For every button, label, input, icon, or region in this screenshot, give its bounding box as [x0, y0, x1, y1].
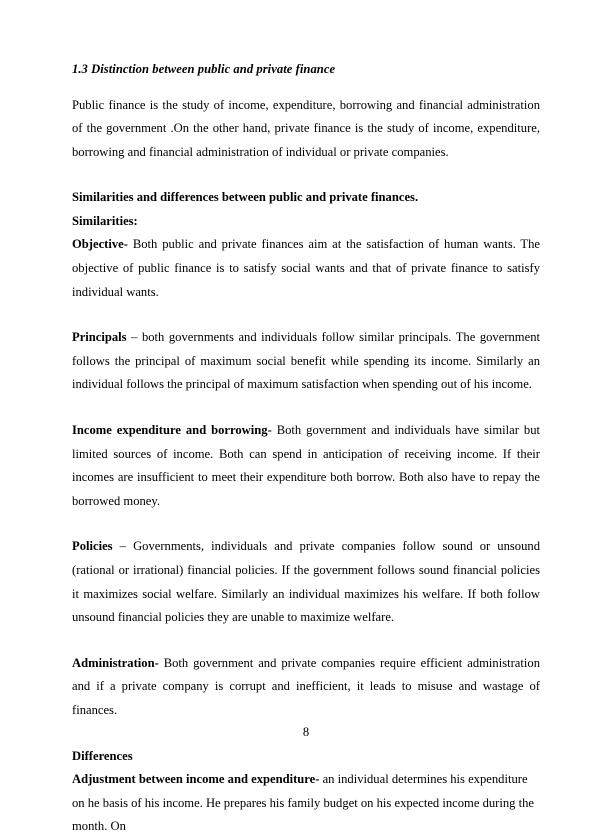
point-administration-lead: Administration- — [72, 655, 159, 670]
similarities-label: Similarities: — [72, 213, 138, 228]
intro-paragraph: Public finance is the study of income, expenditure, borrowing and financial administration of the government .On the other hand, private finance is the study of income, expenditure, borrowing and financial administration of individual or private companies. — [72, 97, 540, 159]
point-objective — [72, 233, 540, 304]
similarities-differences-heading: Similarities and differences between public and private finances. — [72, 190, 419, 205]
point-principals-lead: Principals — [72, 330, 127, 345]
point-income-expenditure-borrowing — [72, 419, 540, 513]
point-policies-lead: Policies — [72, 539, 113, 554]
section-heading: 1.3 Distinction between public and private finance — [72, 62, 336, 76]
point-objective-lead: Objective- — [72, 237, 128, 252]
page-number: 8 — [302, 725, 310, 739]
page-content — [72, 58, 540, 839]
point-adjustment-income-expenditure-text: an individual determines his expenditure on he basis of his income. He prepares his family budget on his expected income during the month. On — [72, 772, 535, 834]
point-objective-text: Both public and private finances aim at the satisfaction of human wants. The objective of public finance is to satisfy social wants and that of private finance to satisfy individual wants. — [72, 237, 540, 299]
point-administration — [72, 652, 540, 723]
point-policies-text: – Governments, individuals and private companies follow sound or unsound (rational or irrational) financial policies. If the government follows sound financial policies it maximizes social welfare. Similarly an individual maximizes his welfare. If both follow unsound financial policies they are unable to maximize welfare. — [72, 539, 540, 625]
point-income-expenditure-borrowing-text: Both government and individuals have similar but limited sources of income. Both can spend in anticipation of receiving income. If their incomes are insufficient to meet their expenditure both borrow. Both also have to repay the borrowed money. — [72, 423, 540, 508]
differences-label: Differences — [72, 748, 133, 763]
point-adjustment-income-expenditure — [72, 768, 540, 839]
point-policies — [72, 535, 540, 629]
point-income-expenditure-borrowing-lead: Income expenditure and borrowing- — [72, 423, 272, 438]
point-principals-text: – both governments and individuals follow similar principals. The government follows the principal of maximum social benefit while spending its income. Similarly an individual follows the principal of maximum satisfaction when spending out of his income. — [72, 330, 540, 392]
point-principals — [72, 326, 540, 397]
point-adjustment-income-expenditure-lead: Adjustment between income and expenditure- — [72, 772, 320, 787]
point-administration-text: Both government and private companies require efficient administration and if a private company is corrupt and inefficient, it leads to misuse and wastage of finances. — [72, 655, 540, 717]
